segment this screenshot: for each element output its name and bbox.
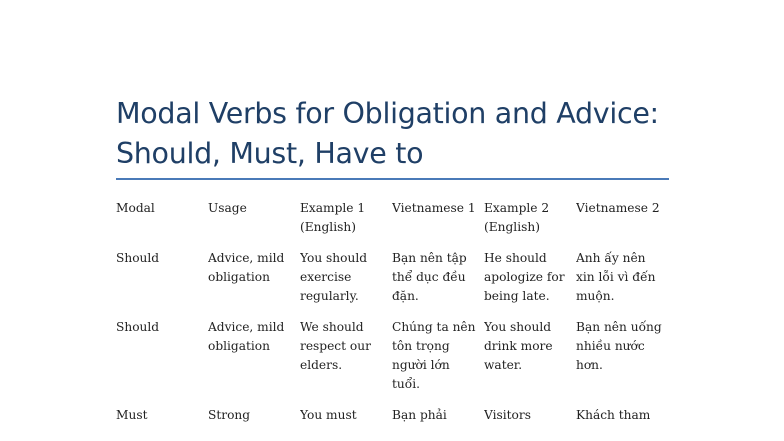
cell-example-1: We should respect our elders. — [300, 320, 371, 372]
header-usage: Usage — [208, 201, 247, 215]
title-line-2: Should, Must, Have to — [116, 137, 424, 170]
cell-example-2: You should drink more water. — [484, 320, 553, 372]
table-row — [116, 318, 668, 406]
table-header-row — [116, 199, 668, 249]
title-line-1: Modal Verbs for Obligation and Advice: — [116, 97, 659, 130]
cell-vietnamese-1: Bạn phải — [392, 408, 447, 422]
table-row — [116, 406, 668, 437]
cell-vietnamese-2: Khách tham — [576, 408, 651, 422]
cell-vietnamese-1: Bạn nên tập thể dục đều đặn. — [392, 251, 467, 303]
cell-vietnamese-1: Chúng ta nên tôn trọng người lớn tuổi. — [392, 320, 476, 391]
cell-example-1: You must — [300, 408, 357, 422]
modal-verbs-table — [116, 199, 668, 437]
page-title — [116, 94, 716, 174]
cell-usage: Strong — [208, 408, 251, 422]
header-modal: Modal — [116, 201, 155, 215]
header-example-2: Example 2 (English) — [484, 201, 550, 234]
header-example-1: Example 1 (English) — [300, 201, 366, 234]
table-row — [116, 249, 668, 318]
cell-modal: Should — [116, 251, 160, 265]
header-vietnamese-1: Vietnamese 1 — [392, 201, 476, 215]
cell-usage: Advice, mild obligation — [208, 251, 285, 284]
cell-vietnamese-2: Anh ấy nên xin lỗi vì đến muộn. — [576, 251, 656, 303]
cell-example-2: He should apologize for being late. — [484, 251, 565, 303]
cell-usage: Advice, mild obligation — [208, 320, 285, 353]
cell-example-1: You should exercise regularly. — [300, 251, 368, 303]
cell-modal: Should — [116, 320, 160, 334]
title-underline — [116, 178, 669, 180]
cell-modal: Must — [116, 408, 148, 422]
cell-example-2: Visitors — [484, 408, 531, 422]
header-vietnamese-2: Vietnamese 2 — [576, 201, 660, 215]
cell-vietnamese-2: Bạn nên uống nhiều nước hơn. — [576, 320, 662, 372]
